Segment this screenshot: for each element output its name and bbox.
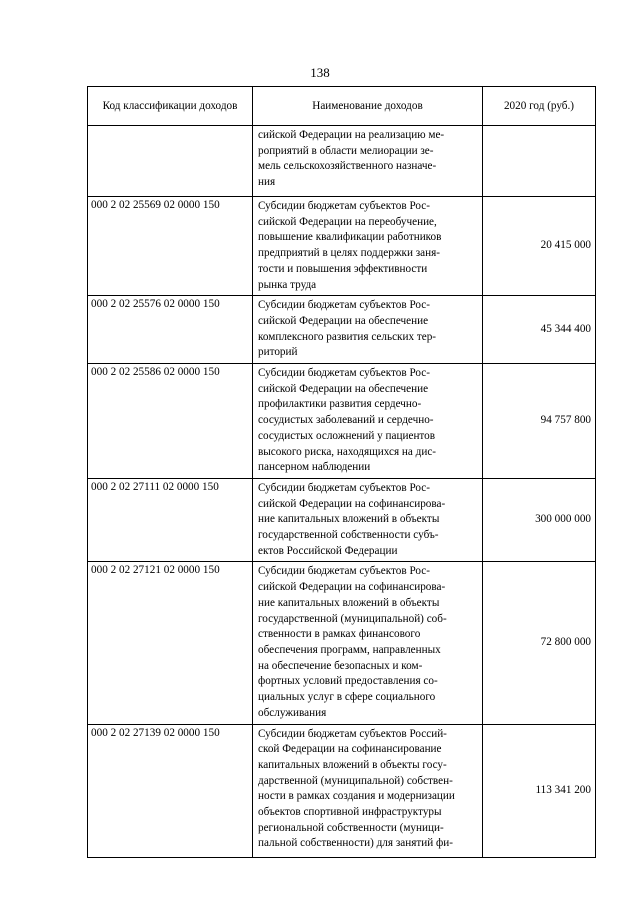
income-code-cell	[88, 126, 253, 197]
amount-value: 20 415 000	[540, 239, 591, 252]
income-code	[91, 126, 252, 127]
table-row	[88, 364, 596, 479]
amount-cell	[483, 478, 596, 562]
header-name	[253, 87, 483, 126]
income-name-line: пальной собственности) для занятий фи-	[258, 837, 453, 850]
amount-value: 72 800 000	[540, 636, 591, 649]
income-name-line: риторий	[258, 346, 298, 359]
amount-value: 45 344 400	[540, 322, 591, 335]
amount-cell	[483, 126, 596, 197]
income-name-line: высокого риска, находящихся на дис-	[258, 445, 437, 458]
income-code-cell	[88, 296, 253, 364]
income-name-cell	[253, 724, 483, 857]
table-row	[88, 197, 596, 296]
income-name-line: сийской Федерации на переобучение,	[258, 215, 437, 228]
income-code-cell	[88, 478, 253, 562]
income-name-line: пансерном наблюдении	[258, 461, 371, 474]
income-name-line: предприятий в целях поддержки заня-	[258, 247, 441, 260]
income-name-line: Субсидии бюджетам субъектов Рос-	[258, 299, 430, 312]
amount-cell	[483, 724, 596, 857]
income-name-line: Субсидии бюджетам субъектов Рос-	[258, 481, 430, 494]
income-name-line: ние капитальных вложений в объекты	[258, 513, 440, 526]
header-code	[88, 87, 253, 126]
income-name-line: Субсидии бюджетам субъектов Рос-	[258, 565, 430, 578]
income-code: 000 2 02 25569 02 0000 150	[91, 199, 220, 211]
income-code: 000 2 02 27111 02 0000 150	[91, 480, 219, 493]
income-name-line: роприятий в области мелиорации зе-	[258, 144, 434, 157]
income-name-line: сийской Федерации на реализацию ме-	[258, 129, 445, 141]
table-row	[88, 562, 596, 724]
income-name-line: мель сельскохозяйственного назначе-	[258, 160, 437, 173]
income-name-line: дарственной (муниципальной) собствен-	[258, 774, 453, 787]
income-name-line: Субсидии бюджетам субъектов Рос-	[258, 200, 430, 212]
income-name-cell	[253, 562, 483, 724]
amount-cell	[483, 296, 596, 364]
income-name-line: профилактики развития сердечно-	[258, 398, 422, 411]
income-name-line: ние капитальных вложений в объекты	[258, 596, 440, 609]
income-name-line: ственности в рамках финансового	[258, 628, 421, 641]
revenue-table	[87, 86, 596, 858]
income-name-cell	[253, 478, 483, 562]
income-name-line: обеспечения программ, направленных	[258, 643, 441, 656]
income-code-cell	[88, 562, 253, 724]
amount-value: 94 757 800	[540, 414, 591, 427]
income-code: 000 2 02 25586 02 0000 150	[91, 366, 220, 379]
income-name-line: ектов Российской Федерации	[258, 544, 398, 557]
table-row	[88, 126, 596, 197]
amount-cell	[483, 364, 596, 479]
header-amount	[483, 87, 596, 126]
income-name-line: сосудистых осложнений у пациентов	[258, 429, 436, 442]
income-name-line: рынка труда	[258, 278, 317, 291]
income-name-line: сийской Федерации на обеспечение	[258, 314, 429, 327]
amount-cell	[483, 562, 596, 724]
income-name-cell	[253, 364, 483, 479]
income-name-line: региональной собственности (муници-	[258, 821, 444, 834]
table-row	[88, 478, 596, 562]
income-name-line: сийской Федерации на обеспечение	[258, 382, 429, 395]
page-number: 138	[310, 65, 330, 80]
header-name-label: Наименование доходов	[312, 99, 423, 112]
income-name-cell	[253, 197, 483, 296]
income-name-line: обслуживания	[258, 706, 327, 719]
income-name-line: на обеспечение безопасных и ком-	[258, 659, 423, 672]
income-name-line: государственной (муниципальной) соб-	[258, 612, 447, 625]
income-name-line: объектов спортивной инфраструктуры	[258, 806, 442, 819]
income-code: 000 2 02 27139 02 0000 150	[91, 726, 220, 739]
income-name-line: ности в рамках создания и модернизации	[258, 790, 455, 803]
income-name-line: сийской Федерации на софинансирова-	[258, 581, 446, 594]
table-body	[88, 126, 596, 858]
income-name-line: ской Федерации на софинансирование	[258, 743, 442, 756]
income-name-line: Субсидии бюджетам субъектов Россий-	[258, 727, 447, 740]
income-name-line: циальных услуг в сфере социального	[258, 691, 436, 704]
income-code-cell	[88, 364, 253, 479]
table-row	[88, 296, 596, 364]
income-name-cell	[253, 126, 483, 197]
amount-value: 113 341 200	[535, 783, 591, 796]
header-code-label: Код классификации доходов	[102, 99, 238, 112]
income-name-line: повышение квалификации работников	[258, 231, 442, 244]
income-name-line: комплексного развития сельских тер-	[258, 330, 437, 343]
income-name-cell	[253, 296, 483, 364]
income-name-line: сийской Федерации на софинансирова-	[258, 497, 446, 510]
income-name-line: государственной собственности субъ-	[258, 529, 439, 542]
income-name-line: фортных условий предоставления со-	[258, 675, 438, 688]
income-name-line: Субсидии бюджетам субъектов Рос-	[258, 367, 430, 380]
income-name-line: тости и повышения эффективности	[258, 262, 428, 275]
header-amount-label: 2020 год (руб.)	[503, 99, 575, 112]
amount-cell	[483, 197, 596, 296]
income-code: 000 2 02 27121 02 0000 150	[91, 564, 220, 577]
income-name-line: сосудистых заболеваний и сердечно-	[258, 414, 434, 427]
income-name-line: ния	[258, 176, 276, 189]
table-row	[88, 724, 596, 857]
income-name-line: капитальных вложений в объекты госу-	[258, 758, 447, 771]
income-code-cell	[88, 724, 253, 857]
amount-value: 300 000 000	[535, 513, 591, 526]
income-code: 000 2 02 25576 02 0000 150	[91, 298, 220, 311]
income-code-cell	[88, 197, 253, 296]
table-header-row	[88, 87, 596, 126]
